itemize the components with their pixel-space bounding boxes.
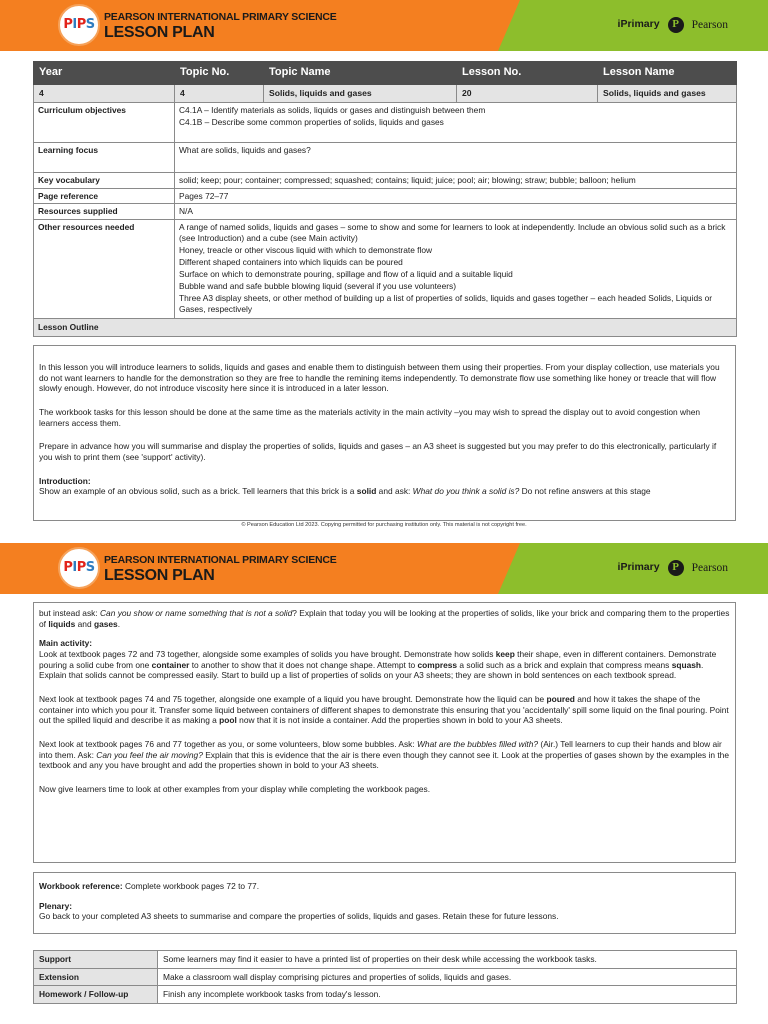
homework-value: Finish any incomplete workbook tasks from today's lesson. — [158, 986, 737, 1004]
iprimary-label: iPrimary — [617, 18, 660, 31]
support-table — [33, 950, 737, 1004]
header-lesson-name: Lesson Name — [598, 62, 737, 85]
iprimary-label-2: iPrimary — [617, 561, 660, 574]
pearson-wordmark: Pearson — [691, 18, 728, 31]
workbook-box — [33, 872, 736, 934]
extension-row — [34, 968, 737, 986]
banner-subtitle: PEARSON INTERNATIONAL PRIMARY SCIENCE — [104, 11, 337, 23]
resources-label: Resources supplied — [34, 204, 175, 220]
curriculum-value — [175, 102, 737, 142]
curriculum-label: Curriculum objectives — [34, 102, 175, 142]
extension-label: Extension — [34, 968, 158, 986]
main-activity-liquids: Next look at textbook pages 74 and 75 together, alongside one example of a liquid you have brought. Demonstrate how the liquid can be poured and how it takes the shape of the container into which you pour it. Transfer some liquid between containers of different shapes to demonstrate this ensuring that you 'accidentally' spill some liquid on the final pouring. Point out the spilled liquid and describe it as making a pool now that it is not inside a container. Add the properties shown in bold to your A3 sheets. — [39, 694, 729, 726]
overview-values-row — [34, 84, 737, 102]
main-activity-solids: Look at textbook pages 72 and 73 together, alongside some examples of solids you have brought. Demonstrate how solids keep their shape, even in different containers. Demonstrate pouring a solid cube from one container to another to show that it does not change shape. Attempt to compress a solid such as a brick and explain that compress means squash. Explain that solids cannot be compressed easily. Start to build up a list of properties of solids on your A3 sheets; they are shown in bold sentences on each textbook spread. — [39, 649, 717, 681]
other-resource-2: Honey, treacle or other viscous liquid with which to demonstrate flow — [179, 244, 433, 255]
brand-area-2 — [618, 560, 728, 576]
banner-title: LESSON PLAN — [104, 24, 215, 41]
other-resource-5: Bubble wand and safe bubble blowing liquid (several if you use volunteers) — [179, 281, 457, 292]
vocab-value: solid; keep; pour; container; compressed; squashed; contains; liquid; juice; pool; air; blowing; straw; bubble; balloon; helium — [175, 172, 737, 188]
introduction-heading: Introduction: — [39, 475, 91, 486]
vocab-label: Key vocabulary — [34, 172, 175, 188]
pearson-wordmark-2: Pearson — [691, 561, 728, 574]
header-lesson-no: Lesson No. — [457, 62, 598, 85]
resources-row — [34, 204, 737, 220]
value-year: 4 — [34, 84, 175, 102]
page-ref-row — [34, 188, 737, 204]
pearson-logo-icon-2: P — [668, 560, 684, 576]
other-resources-value — [175, 219, 737, 318]
resources-value: N/A — [175, 204, 737, 220]
other-resources-label: Other resources needed — [34, 219, 175, 318]
objective-2: C4.1B – Describe some common properties of solids, liquids and gases — [179, 117, 444, 128]
homework-row — [34, 986, 737, 1004]
homework-label: Homework / Follow-up — [34, 986, 158, 1004]
pips-logo: P I P S — [58, 4, 100, 46]
copyright-footer: © Pearson Education Ltd 2023. Copying permitted for purchasing institution only. This material is not copyright free. — [241, 522, 527, 528]
lesson-outline-row — [34, 319, 737, 337]
plenary-text: Go back to your completed A3 sheets to summarise and compare the properties of solids, liquids and gases. Retain these for future lessons. — [39, 911, 559, 922]
page-ref-label: Page reference — [34, 188, 175, 204]
lesson-outline-box-1 — [33, 345, 736, 521]
other-resource-4: Surface on which to demonstrate pouring, spillage and flow of a liquid and a suitable liquid — [179, 269, 513, 280]
pips-logo-2: P I P S — [58, 547, 100, 589]
vocab-row — [34, 172, 737, 188]
other-resource-3: Different shaped containers into which liquids can be poured — [179, 256, 403, 267]
outline-paragraph-1: In this lesson you will introduce learners to solids, liquids and gases and enable them to distinguish between them using their properties. From your display collection, use materials you do not want learners to handle for the demonstration so they are free to handle the remining items independently. To demonstrate flow use something like honey or treacle that will flow slowly enough. However, do not introduce viscosity here since it is introduced in a later lesson. — [39, 362, 720, 394]
objective-1: C4.1A – Identify materials as solids, liquids or gases and distinguish between them — [179, 104, 486, 115]
main-activity-gases: Next look at textbook pages 76 and 77 together as you, or some volunteers, blow some bubbles. Ask: What are the bubbles filled with? (Air.) Tell learners to cup their hands and blow air into them. Ask: Can you feel the air moving? Explain that this is evidence that the air is there even though they cannot see it. Look at the properties of gases shown by the examples in the textbook and any you have brought and add the properties shown in bold to your A3 sheets. — [39, 739, 729, 771]
pearson-logo-icon: P — [668, 17, 684, 33]
lesson-table — [33, 61, 737, 337]
lesson-outline-label: Lesson Outline — [34, 319, 737, 337]
banner-subtitle-2: PEARSON INTERNATIONAL PRIMARY SCIENCE — [104, 554, 337, 566]
value-topic-no: 4 — [175, 84, 264, 102]
value-lesson-no: 20 — [457, 84, 598, 102]
page-ref-value: Pages 72–77 — [175, 188, 737, 204]
support-row — [34, 951, 737, 969]
banner-title-2: LESSON PLAN — [104, 567, 215, 584]
outline-paragraph-3: Prepare in advance how you will summarise and display the properties of solids, liquids and gases – an A3 sheet is suggested but you may prefer to do this electronically, particularly if you wish to print them (see 'support' activity). — [39, 441, 717, 463]
header-topic-name: Topic Name — [264, 62, 457, 85]
header-topic-no: Topic No. — [175, 62, 264, 85]
other-resource-1: A range of named solids, liquids and gases – some to show and some for learners to look at independently. Include an obvious solid such as a brick (see Introduction) and a cube (see Main activity) — [179, 221, 726, 243]
main-activity-heading: Main activity: — [39, 638, 93, 649]
overview-header-row — [34, 62, 737, 85]
value-topic-name: Solids, liquids and gases — [264, 84, 457, 102]
focus-value: What are solids, liquids and gases? — [175, 142, 737, 172]
header-banner — [0, 0, 768, 51]
support-label: Support — [34, 951, 158, 969]
header-year: Year — [34, 62, 175, 85]
value-lesson-name: Solids, liquids and gases — [598, 84, 737, 102]
extension-value: Make a classroom wall display comprising pictures and properties of solids, liquids and gases. — [158, 968, 737, 986]
outline-paragraph-2: The workbook tasks for this lesson should be done at the same time as the materials activity in the main activity –you may wish to spread the display out to avoid congestion when learners access them. — [39, 407, 701, 428]
header-banner-2 — [0, 543, 768, 594]
curriculum-row — [34, 102, 737, 142]
workbook-reference: Workbook reference: Complete workbook pages 72 to 77. — [39, 881, 260, 891]
other-resources-row — [34, 219, 737, 318]
other-resource-6: Three A3 display sheets, or other method of building up a list of properties of solids, liquids and gases together – each headed Solids, Liquids or Gases, respectively — [179, 293, 713, 315]
introduction-continued: but instead ask: Can you show or name something that is not a solid? Explain that today you will be looking at the properties of solids, like your brick and comparing them to the properties of liquids and gases. — [39, 608, 730, 629]
page-2 — [0, 543, 768, 1024]
focus-label: Learning focus — [34, 142, 175, 172]
focus-row — [34, 142, 737, 172]
introduction-text: Show an example of an obvious solid, such as a brick. Tell learners that this brick is a solid and ask: What do you think a solid is? Do not refine answers at this stage — [39, 486, 651, 497]
lesson-outline-box-2 — [33, 602, 736, 863]
plenary-heading: Plenary: — [39, 900, 73, 911]
main-activity-final: Now give learners time to look at other examples from your display while completing the workbook pages. — [39, 784, 431, 795]
support-value: Some learners may find it easier to have a printed list of properties on their desk while accessing the workbook tasks. — [158, 951, 737, 969]
brand-area — [618, 17, 728, 33]
